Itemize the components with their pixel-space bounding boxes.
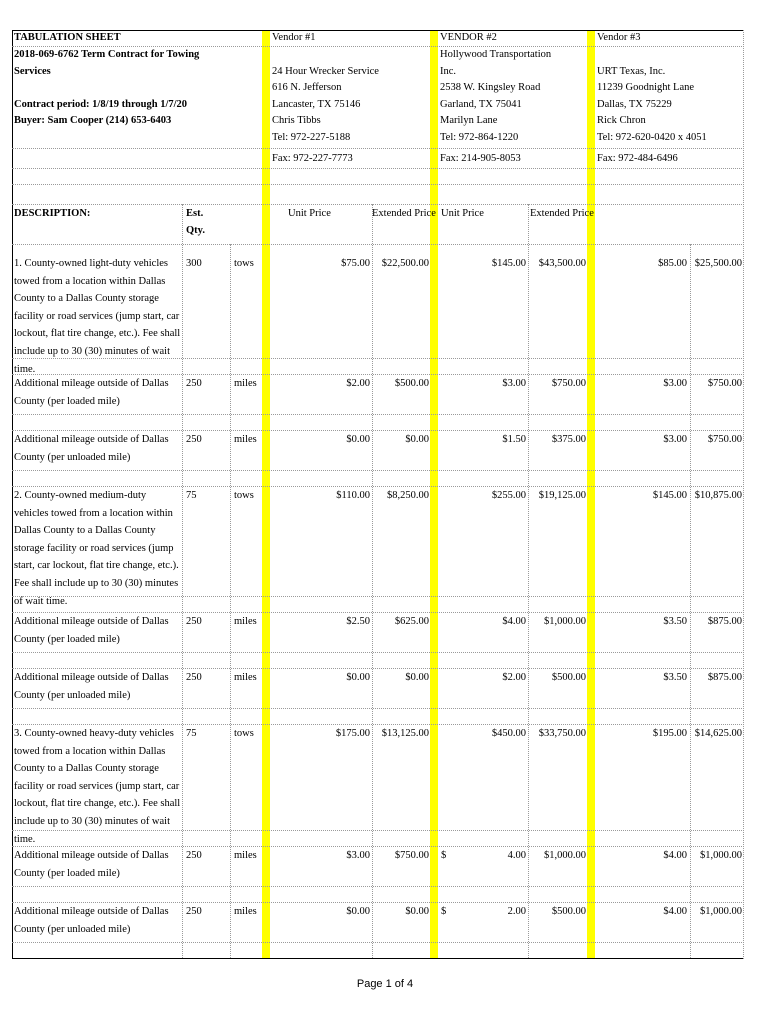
item-qty: 75 — [186, 728, 197, 739]
grid-vline — [372, 204, 373, 958]
v3-extended-price: $750.00 — [707, 434, 742, 445]
grid-hline — [12, 168, 744, 169]
sheet-title: TABULATION SHEET — [14, 32, 121, 43]
v2-extended-price: $375.00 — [551, 434, 586, 445]
vendor3-heading: Vendor #3 — [597, 32, 641, 43]
v1-extended-price-header: Extended Price — [372, 208, 436, 219]
item-unit: tows — [234, 728, 254, 739]
v3-unit-price: $3.00 — [663, 378, 687, 389]
grid-hline — [12, 244, 744, 245]
v1-extended-price: $0.00 — [405, 434, 429, 445]
item-qty: 250 — [186, 672, 202, 683]
v3-unit-price: $4.00 — [663, 906, 687, 917]
v2-unit-price: $255.00 — [491, 490, 526, 501]
buyer: Buyer: Sam Cooper (214) 653-6403 — [14, 115, 172, 126]
item-unit: miles — [234, 850, 257, 861]
item-description: 3. County-owned heavy-duty vehicles towed from a location within Dallas County to a Dallas County storage facility or road services (jump start, car lockout, flat tire change, etc.). Fee shall include up to 30 (30) minutes of wait time. — [14, 728, 181, 845]
page-footer: Page 1 of 4 — [356, 978, 414, 990]
v1-unit-price: $75.00 — [341, 258, 370, 269]
v2-extended-price: $750.00 — [551, 378, 586, 389]
v1-unit-price: $3.00 — [346, 850, 370, 861]
v2-extended-price: $1,000.00 — [544, 616, 586, 627]
v2-unit-price: $4.00 — [502, 616, 526, 627]
grid-hline — [12, 470, 744, 471]
grid-hline — [12, 204, 744, 205]
v3-extended-price: $1,000.00 — [700, 850, 742, 861]
contract-number-cont: Services — [14, 66, 51, 77]
grid-hline — [12, 886, 744, 887]
v1-unit-price: $2.50 — [346, 616, 370, 627]
v1-extended-price: $625.00 — [394, 616, 429, 627]
vendor3-line: Tel: 972-620-0420 x 4051 — [597, 132, 707, 143]
v2-unit-price: $1.50 — [502, 434, 526, 445]
v2-extended-price: $500.00 — [551, 672, 586, 683]
grid-hline — [12, 46, 744, 47]
vendor3-line: 11239 Goodnight Lane — [597, 82, 695, 93]
v1-extended-price: $13,125.00 — [381, 728, 429, 739]
v1-unit-price-header: Unit Price — [288, 208, 331, 219]
item-unit: miles — [234, 672, 257, 683]
v1-unit-price: $110.00 — [336, 490, 370, 501]
vendor2-highlight-bar — [430, 30, 438, 959]
v3-unit-price: $4.00 — [663, 850, 687, 861]
v2-unit-price: 4.00 — [507, 850, 526, 861]
v1-extended-price: $500.00 — [394, 378, 429, 389]
item-unit: miles — [234, 906, 257, 917]
v2-extended-price: $33,750.00 — [538, 728, 586, 739]
vendor2-line: Garland, TX 75041 — [440, 99, 522, 110]
v2-extended-price: $43,500.00 — [538, 258, 586, 269]
v1-unit-price: $2.00 — [346, 378, 370, 389]
v1-extended-price: $22,500.00 — [381, 258, 429, 269]
v2-unit-price: $2.00 — [502, 672, 526, 683]
vendor2-line: Marilyn Lane — [440, 115, 498, 126]
grid-vline — [528, 204, 529, 958]
vendor3-line: Dallas, TX 75229 — [597, 99, 672, 110]
item-unit: miles — [234, 616, 257, 627]
vendor2-line: Tel: 972-864-1220 — [440, 132, 519, 143]
item-description: Additional mileage outside of Dallas County (per unloaded mile) — [14, 672, 169, 701]
item-qty: 250 — [186, 434, 202, 445]
grid-hline — [12, 148, 744, 149]
item-unit: tows — [234, 258, 254, 269]
item-description: Additional mileage outside of Dallas County (per unloaded mile) — [14, 906, 169, 935]
item-unit: tows — [234, 490, 254, 501]
v2-unit-price: 2.00 — [507, 906, 526, 917]
item-qty: 300 — [186, 258, 202, 269]
v3-unit-price: $3.00 — [663, 434, 687, 445]
item-qty: 250 — [186, 616, 202, 627]
v2-extended-price: $1,000.00 — [544, 850, 586, 861]
item-description: Additional mileage outside of Dallas County (per unloaded mile) — [14, 434, 169, 463]
item-unit: miles — [234, 434, 257, 445]
item-description: Additional mileage outside of Dallas County (per loaded mile) — [14, 378, 169, 407]
qty-header: Qty. — [186, 225, 205, 236]
vendor2-line: Inc. — [440, 66, 457, 77]
vendor1-line: Lancaster, TX 75146 — [272, 99, 361, 110]
vendor2-line: Hollywood Transportation — [440, 49, 552, 60]
grid-hline — [12, 942, 744, 943]
v1-unit-price: $0.00 — [346, 906, 370, 917]
v3-unit-price: $195.00 — [652, 728, 687, 739]
v3-extended-price: $875.00 — [707, 616, 742, 627]
description-header: DESCRIPTION: — [14, 208, 91, 219]
v2-unit-price: $145.00 — [491, 258, 526, 269]
grid-vline — [230, 244, 231, 958]
vendor3-line: URT Texas, Inc. — [597, 66, 666, 77]
vendor1-highlight-bar — [262, 30, 270, 959]
v1-extended-price: $0.00 — [405, 672, 429, 683]
v2-unit-price-header: Unit Price — [441, 208, 484, 219]
v2-dollar-sign: $ — [441, 906, 447, 917]
v1-unit-price: $0.00 — [346, 434, 370, 445]
v3-extended-price: $1,000.00 — [700, 906, 742, 917]
item-description: Additional mileage outside of Dallas County (per loaded mile) — [14, 850, 169, 879]
contract-number: 2018-069-6762 Term Contract for Towing — [14, 49, 200, 60]
v2-unit-price: $3.00 — [502, 378, 526, 389]
vendor2-line: 2538 W. Kingsley Road — [440, 82, 541, 93]
v3-extended-price: $750.00 — [707, 378, 742, 389]
vendor1-line: Chris Tibbs — [272, 115, 321, 126]
v2-extended-price-header: Extended Price — [530, 208, 594, 219]
table-bottom-border — [12, 958, 744, 959]
item-qty: 250 — [186, 378, 202, 389]
v3-unit-price: $145.00 — [652, 490, 687, 501]
v1-unit-price: $0.00 — [346, 672, 370, 683]
v2-unit-price: $450.00 — [491, 728, 526, 739]
item-unit: miles — [234, 378, 257, 389]
table-left-border — [12, 30, 13, 959]
vendor3-line: Rick Chron — [597, 115, 646, 126]
v1-extended-price: $0.00 — [405, 906, 429, 917]
v1-unit-price: $175.00 — [335, 728, 370, 739]
v2-extended-price: $19,125.00 — [538, 490, 586, 501]
item-description: 2. County-owned medium-duty vehicles towed from a location within Dallas County to a Dallas County storage facility or road services (jump start, car lockout, flat tire change, etc.). Fee shall include up to 30 (30) minutes of wait time. — [14, 490, 179, 607]
v3-extended-price: $875.00 — [707, 672, 742, 683]
item-qty: 250 — [186, 850, 202, 861]
grid-hline — [12, 414, 744, 415]
item-qty: 75 — [186, 490, 197, 501]
vendor1-line: 24 Hour Wrecker Service — [272, 66, 379, 77]
v1-extended-price: $750.00 — [394, 850, 429, 861]
v2-dollar-sign: $ — [441, 850, 447, 861]
vendor1-fax: Fax: 972-227-7773 — [272, 153, 353, 164]
grid-hline — [12, 708, 744, 709]
grid-hline — [12, 652, 744, 653]
grid-vline — [182, 204, 183, 958]
v1-extended-price: $8,250.00 — [387, 490, 429, 501]
vendor2-fax: Fax: 214-905-8053 — [440, 153, 521, 164]
v3-unit-price: $3.50 — [663, 672, 687, 683]
vendor3-fax: Fax: 972-484-6496 — [597, 153, 678, 164]
grid-hline — [12, 184, 744, 185]
contract-period: Contract period: 1/8/19 through 1/7/20 — [14, 99, 188, 110]
v3-extended-price: $10,875.00 — [694, 490, 742, 501]
grid-vline — [743, 30, 744, 959]
v3-unit-price: $85.00 — [658, 258, 687, 269]
v3-extended-price: $25,500.00 — [694, 258, 742, 269]
item-description: Additional mileage outside of Dallas County (per loaded mile) — [14, 616, 169, 645]
item-qty: 250 — [186, 906, 202, 917]
est-header: Est. — [186, 208, 204, 219]
v3-unit-price: $3.50 — [663, 616, 687, 627]
vendor1-heading: Vendor #1 — [272, 32, 316, 43]
v3-extended-price: $14,625.00 — [694, 728, 742, 739]
item-description: 1. County-owned light-duty vehicles towed from a location within Dallas County to a Dallas County storage facility or road services (jump start, car lockout, flat tire change, etc.). Fee shall include up to 30 (30) minutes of wait time. — [14, 258, 181, 375]
vendor2-heading: VENDOR #2 — [440, 32, 497, 43]
v2-extended-price: $500.00 — [551, 906, 586, 917]
vendor1-line: 616 N. Jefferson — [272, 82, 342, 93]
vendor3-highlight-bar — [587, 30, 595, 959]
vendor1-line: Tel: 972-227-5188 — [272, 132, 351, 143]
